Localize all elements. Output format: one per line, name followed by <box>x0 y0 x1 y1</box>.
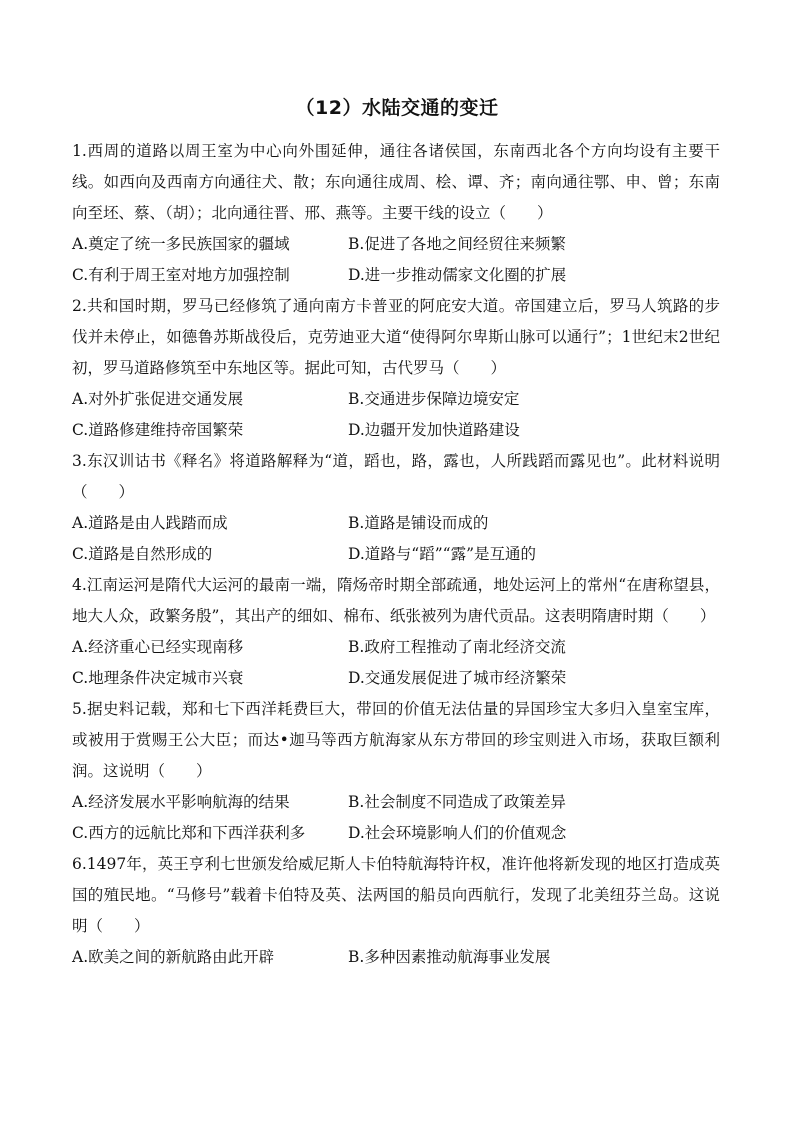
option-a: A.经济重心已经实现南移 <box>72 638 244 656</box>
option-d: D.交通发展促进了城市经济繁荣 <box>348 669 567 687</box>
question-stem: 3.东汉训诂书《释名》将道路解释为“道，蹈也，路，露也，人所践蹈而露见也”。此材料说明（ ） <box>72 452 720 501</box>
option-a: A.欧美之间的新航路由此开辟 <box>72 948 275 966</box>
question-1 <box>72 136 720 291</box>
question-stem: 1.西周的道路以周王室为中心向外围延伸，通往各诸侯国，东南西北各个方向均设有主要干线。如西向及西南方向通往犬、散；东向通往成周、桧、谭、齐；南向通往鄂、申、曾；东南向至坯、蔡、（胡）；北向通往晋、邢、燕等。主要干线的设立（ ） <box>72 142 720 222</box>
question-3 <box>72 446 720 570</box>
option-grid <box>72 508 720 570</box>
option-c: C.道路是自然形成的 <box>72 545 213 563</box>
option-b: B.社会制度不同造成了政策差异 <box>348 793 566 811</box>
option-grid <box>72 384 720 446</box>
option-c: C.道路修建维持帝国繁荣 <box>72 421 244 439</box>
question-stem: 5.据史料记载，郑和七下西洋耗费巨大，带回的价值无法估量的异国珍宝大多归入皇室宝库，或被用于赏赐王公大臣；而达•迦马等西方航海家从东方带回的珍宝则进入市场，获取巨额利润。这说明（ ） <box>72 700 720 780</box>
option-grid <box>72 942 720 973</box>
option-b: B.促进了各地之间经贸往来频繁 <box>348 235 566 253</box>
option-c: C.有利于周王室对地方加强控制 <box>72 266 290 284</box>
option-d: D.边疆开发加快道路建设 <box>348 421 520 439</box>
option-b: B.政府工程推动了南北经济交流 <box>348 638 566 656</box>
option-b: B.道路是铺设而成的 <box>348 514 489 532</box>
option-d: D.社会环境影响人们的价值观念 <box>348 824 567 842</box>
option-grid <box>72 229 720 291</box>
option-grid <box>72 632 720 694</box>
question-6 <box>72 849 720 973</box>
option-a: A.道路是由人践踏而成 <box>72 514 228 532</box>
question-stem: 2.共和国时期，罗马已经修筑了通向南方卡普亚的阿庇安大道。帝国建立后，罗马人筑路的步伐并未停止，如德鲁苏斯战役后，克劳迪亚大道“使得阿尔卑斯山脉可以通行”；1世纪末2世纪初，罗马道路修筑至中东地区等。据此可知，古代罗马（ ） <box>72 297 720 377</box>
option-a: A.奠定了统一多民族国家的疆域 <box>72 235 290 253</box>
option-d: D.道路与“蹈”“露”是互通的 <box>348 545 536 563</box>
option-c: C.西方的远航比郑和下西洋获利多 <box>72 824 306 842</box>
question-stem: 6.1497年，英王亨利七世颁发给威尼斯人卡伯特航海特许权，准许他将新发现的地区打造成英国的殖民地。“马修号”载着卡伯特及英、法两国的船员向西航行，发现了北美纽芬兰岛。这说明（ ） <box>72 855 720 935</box>
option-c: C.地理条件决定城市兴衰 <box>72 669 244 687</box>
question-5 <box>72 694 720 849</box>
option-grid <box>72 787 720 849</box>
document-title: （12）水陆交通的变迁 <box>295 97 499 119</box>
option-a: A.经济发展水平影响航海的结果 <box>72 793 290 811</box>
option-d: D.进一步推动儒家文化圈的扩展 <box>348 266 567 284</box>
question-stem: 4.江南运河是隋代大运河的最南一端，隋炀帝时期全部疏通，地处运河上的常州“在唐称望县，地大人众，政繁务殷”，其出产的细如、棉布、纸张被列为唐代贡品。这表明隋唐时期（ ） <box>72 576 720 625</box>
question-list <box>72 136 720 973</box>
question-4 <box>72 570 720 694</box>
question-2 <box>72 291 720 446</box>
option-b: B.多种因素推动航海事业发展 <box>348 948 551 966</box>
option-a: A.对外扩张促进交通发展 <box>72 390 244 408</box>
option-b: B.交通进步保障边境安定 <box>348 390 520 408</box>
